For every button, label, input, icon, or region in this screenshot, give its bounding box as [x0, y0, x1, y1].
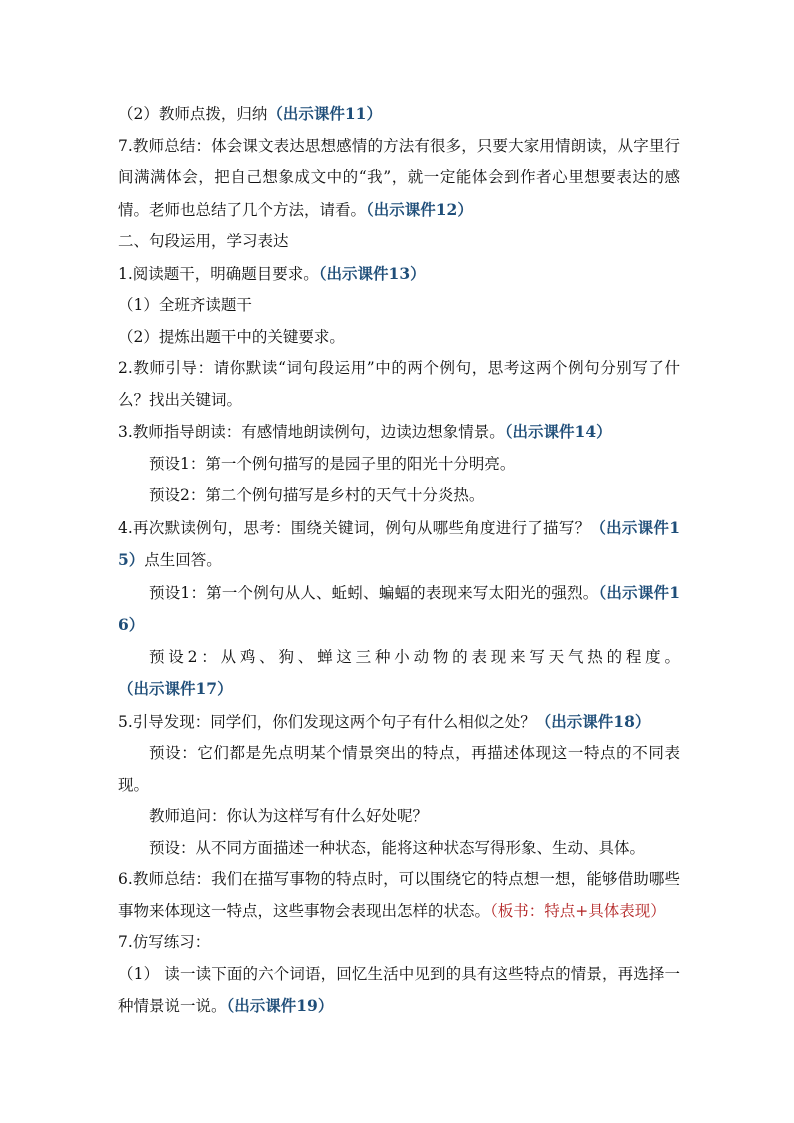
paragraph-tail: 点生回答。 — [144, 551, 222, 569]
paragraph-text: 预设2：第二个例句描写是乡村的天气十分炎热。 — [149, 486, 485, 504]
paragraph-practice — [118, 927, 680, 959]
paragraph-text: 7.仿写练习： — [118, 933, 211, 951]
paragraph-text: 预设：它们都是先点明某个情景突出的特点，再描述体现这一特点的不同表现。 — [118, 744, 680, 794]
paragraph-text: 教师追问：你认为这样写有什么好处呢？ — [149, 807, 429, 825]
courseware-reference: （出示课件17） — [118, 679, 233, 698]
paragraph-reread — [118, 512, 680, 577]
paragraph-preset — [118, 449, 680, 481]
courseware-reference: （出示课件15） — [118, 517, 680, 569]
paragraph-preset — [118, 480, 680, 512]
paragraph-text: 预设：从不同方面描述一种状态，能将这种状态写得形象、生动、具体。 — [149, 838, 646, 857]
lesson-plan-body — [118, 98, 680, 1023]
paragraph-practice-item — [118, 959, 680, 1023]
paragraph-text: （1） 读一读下面的六个词语，回忆生活中见到的具有这些特点的情景，再选择一种情景说一说。 — [118, 964, 680, 1015]
paragraph-text: 预设1：第一个例句从人、蚯蚓、蝙蝠的表现来写太阳光的强烈。 — [149, 583, 599, 602]
paragraph-text: 预设2：从鸡、狗、蝉这三种小动物的表现来写天气热的程度。 — [149, 647, 680, 666]
courseware-reference: （出示课件14） — [504, 422, 612, 441]
paragraph-preset — [118, 738, 680, 801]
courseware-reference: （出示课件13） — [318, 263, 426, 283]
paragraph-text: 6.教师总结：我们在描写事物的特点时，可以围绕它的特点想一想，能够借助哪些事物来体现这一特点，这些事物会表现出怎样的状态。 — [118, 870, 680, 920]
courseware-reference: （出示课件11） — [267, 104, 382, 123]
paragraph-read-question — [118, 258, 680, 291]
paragraph-text: （2）提炼出题干中的关键要求。 — [118, 327, 345, 346]
paragraph-text: （1）全班齐读题干 — [118, 296, 252, 314]
courseware-reference: （出示课件18） — [535, 711, 651, 731]
paragraph-text: （2）教师点拨，归纳 — [118, 105, 268, 123]
paragraph-text: 2.教师引导：请你默读“词句段运用”中的两个例句，思考这两个例句分别写了什么？找出关键词。 — [118, 359, 680, 409]
paragraph-teacher-question — [118, 801, 680, 833]
paragraph-preset — [118, 577, 680, 642]
paragraph-teacher-summary — [118, 131, 680, 227]
paragraph-text: 3.教师指导朗读：有感情地朗读例句，边读边想象情景。 — [118, 423, 505, 441]
section-heading — [118, 226, 680, 258]
paragraph-discovery — [118, 706, 680, 739]
paragraph-text: 1.阅读题干，明确题目要求。 — [118, 264, 319, 283]
paragraph-sub-item — [118, 322, 680, 354]
paragraph-preset — [118, 833, 680, 865]
paragraph-teacher-guidance — [118, 98, 680, 131]
paragraph-text: 5.引导发现：同学们，你们发现这两个句子有什么相似之处？ — [118, 712, 536, 731]
paragraph-teacher-conclusion — [118, 864, 680, 927]
paragraph-text: 二、句段运用，学习表达 — [118, 232, 289, 250]
courseware-reference: （出示课件19） — [226, 996, 334, 1015]
paragraph-text: 4.再次默读例句，思考：围绕关键词，例句从哪些角度进行了描写？ — [118, 518, 591, 537]
paragraph-text: 预设1：第一个例句描写的是园子里的阳光十分明亮。 — [149, 454, 516, 473]
paragraph-preset — [118, 642, 680, 706]
blackboard-note: （板书：特点+具体表现） — [490, 901, 666, 920]
paragraph-text: 7.教师总结：体会课文表达思想感情的方法有很多，只要大家用情朗读，从字里行间满满体会，把自己想象成文中的“我”，就一定能体会到作者心里想要表达的感情。老师也总结了几个方法，请看。 — [118, 136, 680, 219]
paragraph-sub-item — [118, 290, 680, 322]
paragraph-teacher-guide — [118, 353, 680, 416]
courseware-reference: （出示课件12） — [366, 199, 473, 219]
courseware-reference: （出示课件16） — [118, 582, 680, 634]
paragraph-reading-guide — [118, 416, 680, 449]
